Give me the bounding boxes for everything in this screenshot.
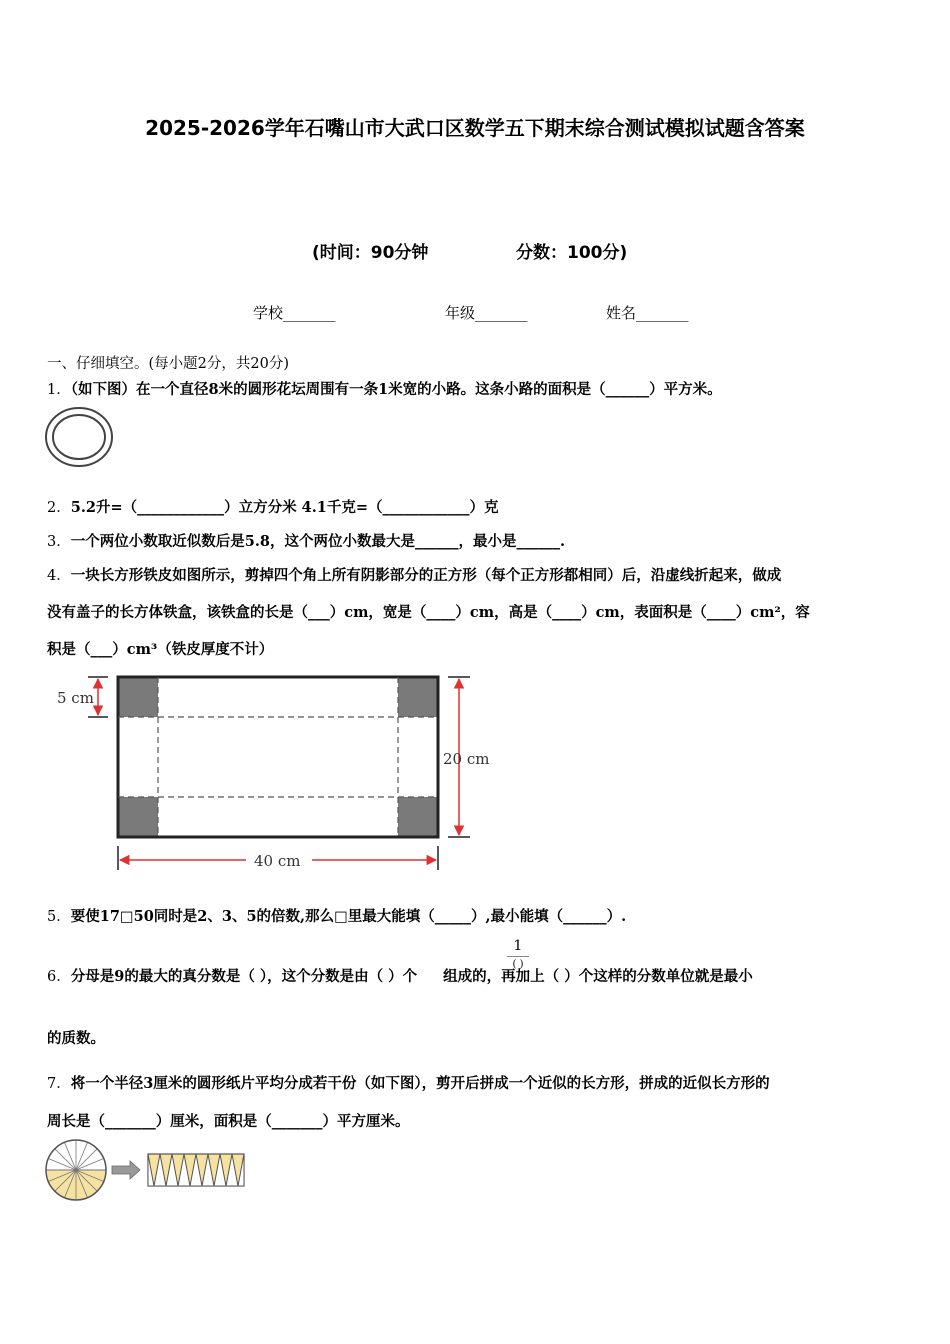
question-number: 6． xyxy=(47,969,71,985)
question-text: 一块长方形铁皮如图所示，剪掉四个角上所有阴影部分的正方形（每个正方形都相同）后，沿虚线折起来，做成 xyxy=(70,567,782,584)
question-2 xyxy=(47,496,499,517)
ring-path-figure xyxy=(44,405,116,469)
corner-square xyxy=(398,677,438,717)
question-5 xyxy=(47,905,626,926)
question-text: （如下图）在一个直径8米的圆形花坛周围有一条1米宽的小路。这条小路的面积是（______）平方米。 xyxy=(70,381,722,398)
transform-arrow-icon xyxy=(112,1161,140,1179)
question-3 xyxy=(47,530,565,551)
question-number: 3． xyxy=(47,534,71,550)
school-field: 学校_______ xyxy=(253,304,336,322)
height-label: 20 cm xyxy=(443,750,490,768)
exam-score: 分数：100分) xyxy=(516,243,628,263)
corner-square xyxy=(398,797,438,837)
question-text-part-1: 分母是9的最大的真分数是（ ），这个分数是由（ ）个 xyxy=(70,968,418,985)
fraction-numerator: 1 xyxy=(513,938,523,954)
corner-square xyxy=(118,797,158,837)
width-label: 40 cm xyxy=(254,852,301,870)
question-text: 将一个半径3厘米的圆形纸片平均分成若干份（如下图），剪开后拼成一个近似的长方形，拼成的近似长方形的 xyxy=(70,1075,770,1092)
fraction-denominator: ( ) xyxy=(512,959,524,970)
unit-fraction xyxy=(507,938,529,970)
question-text-part-2: 组成的，再加上（ ）个这样的分数单位就是最小 xyxy=(443,968,753,985)
corner-square xyxy=(118,677,158,717)
question-text: 5.2升=（____________）立方分米 4.1千克=（____________）克 xyxy=(70,499,499,516)
question-4-line-2: 没有盖子的长方体铁盒，该铁盒的长是（___）cm，宽是（____）cm，高是（____）cm，表面积是（____）cm²，容 xyxy=(47,604,810,621)
exam-time: (时间：90分钟 xyxy=(312,243,429,263)
page-title: 2025-2026学年石嘴山市大武口区数学五下期末综合测试模拟试题含答案 xyxy=(145,116,805,140)
fold-lines xyxy=(118,677,438,837)
grade-field: 年级_______ xyxy=(445,304,528,322)
corner-label: 5 cm xyxy=(57,689,94,707)
question-number: 4． xyxy=(47,568,71,584)
question-7-line-2: 周长是（_______）厘米，面积是（_______）平方厘米。 xyxy=(47,1113,410,1130)
question-6-line-2: 的质数。 xyxy=(47,1030,105,1047)
section-heading: 一、仔细填空。(每小题2分，共20分) xyxy=(47,356,289,372)
sheet-diagram xyxy=(40,668,510,878)
question-1 xyxy=(47,378,722,399)
name-field: 姓名_______ xyxy=(606,304,689,322)
outer-circle xyxy=(46,408,112,466)
sheet-outline xyxy=(118,677,438,837)
question-text: 一个两位小数取近似数后是5.8，这个两位小数最大是______，最小是______. xyxy=(70,533,566,550)
question-4-line-1 xyxy=(47,564,781,585)
question-number: 5． xyxy=(47,909,71,925)
inner-circle xyxy=(53,415,105,459)
question-number: 2． xyxy=(47,500,71,516)
question-number: 1． xyxy=(47,382,71,398)
question-4-line-3: 积是（___）cm³（铁皮厚度不计） xyxy=(47,641,274,658)
question-number: 7． xyxy=(47,1076,71,1092)
question-text: 要使17□50同时是2、3、5的倍数,那么□里最大能填（_____）,最小能填（______）. xyxy=(70,908,627,925)
question-7-line-1 xyxy=(47,1072,770,1093)
circle-to-rectangle-figure xyxy=(44,1138,250,1204)
question-6-line-1 xyxy=(47,965,753,986)
